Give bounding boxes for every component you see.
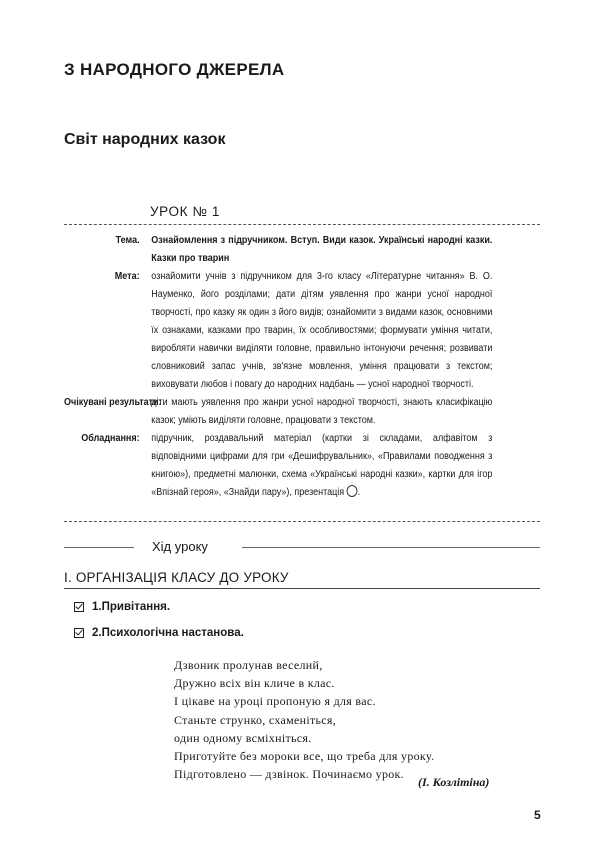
results-text: діти мають уявлення про жанри усної народної творчості, знають класифікацію казок; уміють виділяти головне, працювати з текстом. (151, 397, 493, 426)
stage-title: I. ОРГАНІЗАЦІЯ КЛАСУ ДО УРОКУ (64, 570, 289, 585)
equipment-text: підручник, роздавальний матеріал (картки зі складами, алфавітом з відповідними цифрами для гри «Дешифрувальник», «Правилами поводження з книгою»), предметні малюнки, схема «Українські народні казки», картки для ігор «Впізнай героя», «Знайди пару»), презентація (151, 433, 493, 498)
step-psychological (74, 627, 244, 639)
lesson-meta (64, 232, 492, 502)
poem-line: Станьте струнко, схаменіться, (174, 712, 337, 727)
step-greeting (74, 601, 170, 613)
step-label: 2.Психологічна настанова. (92, 627, 244, 639)
goal-label: Мета: (114, 271, 140, 282)
lesson-number: УРОК № 1 (150, 204, 220, 219)
poem-line: один одному всміхніться. (174, 730, 312, 745)
poem-line: Дружно всіх він кличе в клас. (174, 676, 335, 691)
theme-text: Ознайомлення з підручником. Вступ. Види казок. Українські народні казки. Казки про тварин (151, 235, 493, 264)
equipment-row (64, 430, 492, 502)
poem-line: Приготуйте без мороки все, що треба для уроку. (174, 749, 435, 764)
results-row (64, 394, 492, 430)
theme-row (64, 232, 492, 268)
course-rule-left (64, 547, 134, 548)
course-label: Хід уроку (152, 539, 208, 554)
dashed-rule-bottom (64, 521, 540, 522)
course-heading (64, 538, 540, 558)
results-label: Очікувані результати: (64, 397, 162, 408)
goal-row (64, 268, 492, 394)
theme-label: Тема. (115, 235, 140, 246)
poem-author: (І. Козлітіна) (418, 775, 490, 789)
dashed-rule-top (64, 224, 540, 225)
page-number: 5 (534, 808, 541, 822)
equipment-value: підручник, роздавальний матеріал (картки зі складами, алфавітом з відповідними цифрами для гри «Дешифрувальник», «Правилами поводження з книгою»), предметні малюнки, схема «Українські народні казки», картки для ігор «Впізнай героя», «Знайди пару»), презентація . (151, 433, 493, 498)
section-title: З НАРОДНОГО ДЖЕРЕЛА (64, 60, 285, 79)
step-label: 1.Привітання. (92, 601, 171, 613)
stage-underline (64, 588, 540, 589)
poem (174, 656, 434, 783)
poem-line: І цікаве на уроці пропоную я для вас. (174, 694, 376, 709)
course-rule-right (242, 547, 540, 548)
poem-line: Підготовлено — дзвінок. Починаємо урок. (174, 767, 404, 782)
equipment-label: Обладнання: (81, 433, 140, 444)
goal-text: ознайомити учнів з підручником для 3-го класу «Літературне читання» В. О. Науменко, його розділами; дати дітям уявлення про жанри усної народної творчості, про казку як один з його видів; ознайомити з видами казок, основними їх ознаками, казками про тварин, їх особливостями; формувати уміння читати, виробляти навички виділяти головне, правильно інтонуючи речення; розвивати словниковий запас учнів, зв'язне мовлення, уміння працювати з текстом; виховувати любов і повагу до народних надбань — усної народної творчості. (151, 271, 493, 390)
checkbox-icon (74, 602, 84, 612)
subsection-title: Світ народних казок (64, 131, 226, 148)
poem-line: Дзвоник пролунав веселий, (174, 658, 323, 672)
presentation-icon (347, 485, 358, 497)
checkbox-icon (74, 628, 84, 638)
